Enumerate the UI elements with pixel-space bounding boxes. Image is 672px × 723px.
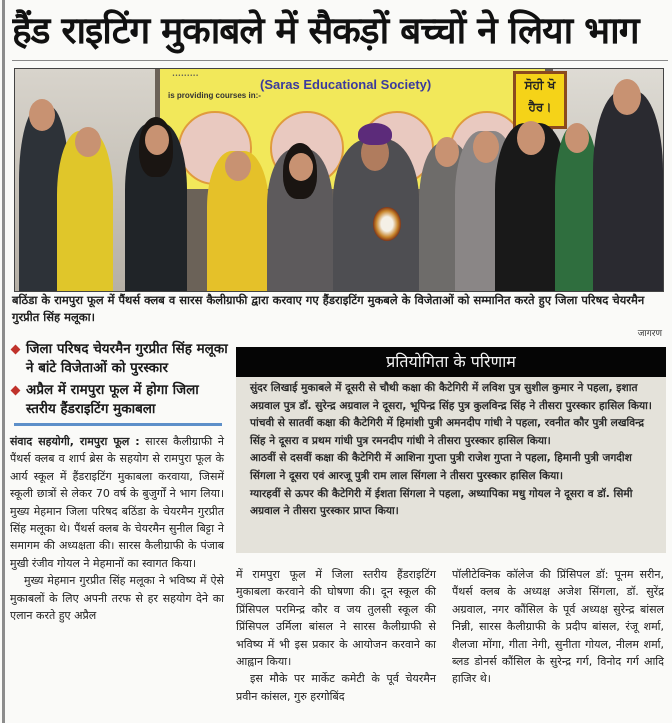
banner-small-text: ••••••••• [172, 73, 199, 79]
sign-text-2: ਹੈਰ। [528, 100, 552, 114]
person-head [29, 99, 55, 131]
diamond-bullet-icon [11, 386, 21, 396]
news-photo [14, 68, 664, 292]
photo-caption: बठिंडा के रामपुरा फूल में पैंथर्स क्लब व सारस कैलीग्राफी द्वारा करवाए गए हैंडराइटिंग मुकबले के विजेताओं को सम्मानित करते हुए जिला परिषद चेयरमैन गुरप्रीत सिंह मलूका। [12, 293, 645, 324]
article-paragraph: मुख्य मेहमान गुरप्रीत सिंह मलूका ने भविष्य में ऐसे मुकाबलों के लिए अपनी तरफ से हर सहयोग देने का एलान करते हुए अप्रैल [10, 574, 224, 623]
page-left-border [2, 0, 5, 723]
punjabi-sign [513, 71, 567, 129]
results-paragraph: आठवीं से दसवीं कक्षा की कैटेगिरी में आशिना गुप्ता पुत्री राजेश गुप्ता ने पहला, हिमानी पुत्री जगदीश सिंगला ने दूसरा एवं आरजू पुत्री राम लाल सिंगला ने तीसरा पुरस्कार हासिल किया। [250, 452, 632, 482]
person-head [565, 123, 589, 153]
sign-text-1: ਸੋਹੀ ਖੋ [524, 78, 556, 92]
section-divider [14, 423, 222, 426]
diamond-bullet-icon [11, 345, 21, 355]
person-head [75, 127, 101, 157]
article-paragraph: में रामपुरा फूल में जिला स्तरीय हैंडराइटिंग मुकाबला करवाने की घोषणा की। दून स्कूल की प्रिंसिपल परमिन्द्र कौर व जय तुलसी स्कूल की प्रिंसिपल उर्मिला बांसल ने सारस कैलीग्राफी से भविष्य में भी इस प्रकार के आयोजन करवाने का आह्वान किया। [236, 568, 436, 669]
article-paragraph: पॉलीटेक्निक कॉलेज की प्रिंसिपल डॉ: पूनम सरीन, पैंथर्स क्लब के अध्यक्ष अजेश सिंगला, डॉ. सुरेंद्र अग्रवाल, नगर कौंसिल के पूर्व अध्यक्ष सुरेन्द्र बांसल निन्नी, सारस कैलीग्राफी के प्रदीप बांसल, रंजू शर्मा, शैलजा मोंगा, गीता नेगी, सुनीता गोयल, नीलम शर्मा, ब्लड डोनर्स कौंसिल के सुरेन्द्र गर्ग, विनोद गर्ग आदि हाजिर थे। [452, 568, 664, 686]
person-turban [358, 123, 392, 145]
person-head [517, 121, 545, 155]
article-text: सारस कैलीग्राफी ने पैंथर्स क्लब व शार्प ब्रेस के सहयोग से रामपुरा फूल के आर्य स्कूल में हैंडराइटिंग मुकाबला करवाया, जिसमें स्कूली छात्रों से लेकर 70 वर्ष के बुजुर्गों ने भाग लिया। मुख्य मेहमान जिला परिषद बठिंडा के चेयरमैन गुरप्रीत सिंह मलूका थे। पैंथर्स क्लब के चेयरमैन सुनील बिट्टा ने समागम की अध्यक्षता की। सारस कैलीग्राफी के पंजाब मुखी रंजीव गोयल ने मेहमानों का स्वागत किया। [10, 435, 224, 570]
person-head [289, 153, 313, 181]
award-plaque [373, 207, 401, 241]
banner-org-name: (Saras Educational Society) [260, 77, 432, 92]
highlight-item [10, 381, 232, 419]
person-head [225, 151, 251, 181]
person-head [145, 125, 169, 155]
results-body [250, 380, 654, 521]
highlight-text: जिला परिषद चेयरमैन गुरप्रीत सिंह मलूका ने बांटे विजेताओं को पुरस्कार [26, 341, 228, 376]
dateline: संवाद सहयोगी, रामपुरा फूल : [10, 435, 140, 448]
banner-subtitle: is providing courses in:- [168, 91, 261, 100]
highlights-box [10, 340, 232, 422]
article-paragraph [10, 433, 224, 572]
results-title: प्रतियोगिता के परिणाम [236, 347, 666, 377]
headline-divider [12, 60, 668, 61]
headline: हैंड राइटिंग मुकाबले में सैकड़ों बच्चों ने लिया भाग [12, 9, 639, 52]
article-column-2 [236, 566, 436, 705]
results-paragraph: ग्यारहवीं से ऊपर की कैटेगिरी में ईशता सिंगला ने पहला, अध्यापिका मधु गोयल ने दूसरा व डॉ. सिमी अग्रवाल ने तीसरा पुरस्कार प्राप्त किया। [250, 487, 633, 518]
article-column-3 [452, 566, 664, 688]
article-paragraph: इस मौके पर मार्केट कमेटी के पूर्व चेयरमैन प्रवीन कांसल, गुरु हरगोबिंद [236, 672, 436, 703]
photo-credit: जागरण [637, 329, 662, 339]
highlight-item [10, 340, 232, 378]
person-head [435, 137, 459, 167]
highlight-text: अप्रैल में रामपुरा फूल में होगा जिला स्तरीय हैंडराइटिंग मुकाबला [26, 382, 199, 417]
results-box [236, 347, 666, 553]
person-figure [593, 91, 663, 291]
person-head [473, 131, 499, 163]
article-column-1 [10, 433, 224, 624]
results-paragraph: सुंदर लिखाई मुकाबले में दूसरी से चौथी कक्षा की कैटेगिरी में लविश पुत्र सुशील कुमार ने पहला, इशात अग्रवाल पुत्र डॉ. सुरेन्द्र अग्रवाल ने दूसरा, भूपिन्द्र सिंह पुत्र कुलविन्द्र सिंह ने तीसरा पुरस्कार हासिल किया। पांचवी से सातवीं कक्षा की कैटेगिरी में हिमांशी पुत्री अमनदीप गांधी ने पहला, रवनीत कौर पुत्री लखविन्द्र सिंह ने दूसरा व प्रथम गांधी पुत्र रमनदीप गांधी ने तीसरा पुरस्कार हासिल किया। [250, 382, 652, 447]
person-head [613, 79, 641, 115]
